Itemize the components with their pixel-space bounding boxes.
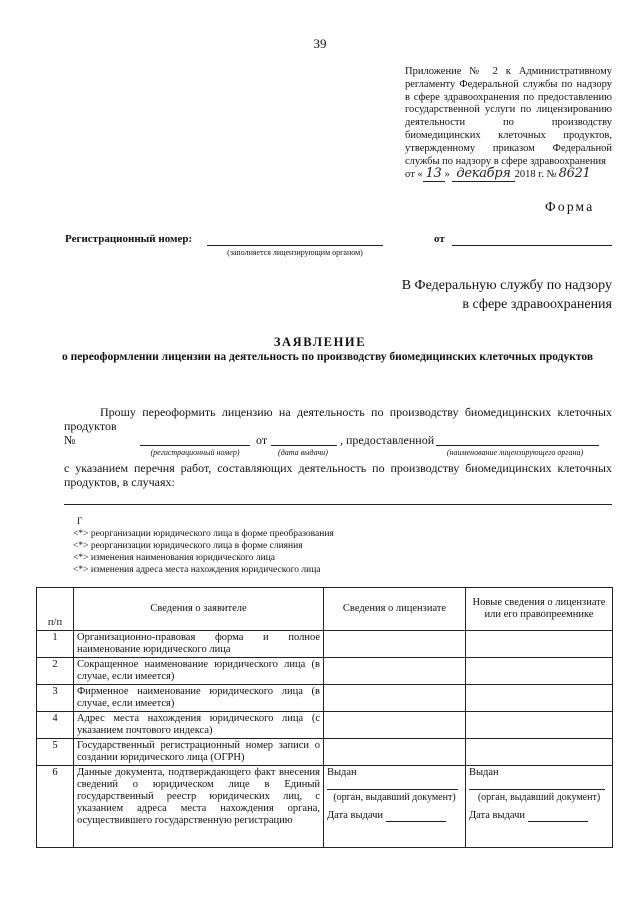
appendix-date-line bbox=[405, 168, 612, 182]
handwritten-day: 13 bbox=[423, 166, 445, 182]
applicant-info-table bbox=[36, 587, 613, 848]
issue-date-input[interactable] bbox=[528, 812, 588, 822]
divider-line bbox=[64, 504, 612, 505]
issuing-body-hint: (орган, выдавший документ) bbox=[333, 792, 456, 803]
handwritten-month: декабря bbox=[452, 166, 514, 182]
table-header-row bbox=[37, 588, 613, 631]
number-sign: № bbox=[64, 433, 76, 447]
registration-number-hint: (заполняется лицензирующим органом) bbox=[227, 248, 363, 257]
licensing-body-hint: (наименование лицензирующего органа) bbox=[446, 448, 584, 457]
date-year: 2018 г. № bbox=[514, 169, 557, 181]
new-info-cell[interactable] bbox=[466, 631, 613, 658]
table-row bbox=[37, 685, 613, 712]
new-info-cell[interactable] bbox=[466, 739, 613, 766]
appendix-block bbox=[405, 66, 612, 182]
from-label: от bbox=[256, 433, 268, 447]
options-list bbox=[73, 516, 334, 576]
row-number: 5 bbox=[37, 739, 74, 766]
appendix-text: Приложение № 2 к Административному регламенту Федеральной службы по надзору в сфере здравоохранения по предоставлению государственной услуги по лицензированию деятельности по производству биомедицинских клеточных продуктов, утвержденному приказом Федеральной службы по надзору в сфере здравоохранения bbox=[405, 66, 612, 167]
page-number: 39 bbox=[313, 36, 327, 51]
issue-date-row bbox=[327, 810, 462, 822]
row-description: Фирменное наименование юридического лица (в случае, если имеется) bbox=[74, 685, 324, 712]
row-number: 4 bbox=[37, 712, 74, 739]
table-row bbox=[37, 712, 613, 739]
issuing-body-hint: (орган, выдавший документ) bbox=[477, 792, 601, 803]
row-description: Государственный регистрационный номер записи о создании юридического лица (ОГРН) bbox=[74, 739, 324, 766]
granted-label: , предоставленной bbox=[340, 433, 435, 447]
cases-intro: с указанием перечня работ, составляющих деятельность по производству биомедицинских клеточных продуктов, в случаях: bbox=[64, 461, 612, 489]
issued-label: Выдан bbox=[327, 767, 357, 778]
new-info-cell[interactable] bbox=[466, 658, 613, 685]
row-number: 6 bbox=[37, 766, 74, 848]
row-description: Сокращенное наименование юридического лица (в случае, если имеется) bbox=[74, 658, 324, 685]
column-header-licensee: Сведения о лицензиате bbox=[324, 588, 466, 631]
issuing-body-field[interactable] bbox=[327, 779, 458, 790]
column-header-num: п/п bbox=[37, 588, 74, 631]
licensee-cell[interactable] bbox=[324, 631, 466, 658]
option-mark: Г bbox=[77, 517, 83, 527]
date-mid: » bbox=[444, 169, 450, 181]
option-item[interactable]: <*> изменения адреса места нахождения юридического лица bbox=[73, 565, 321, 575]
issue-date-input[interactable] bbox=[386, 812, 446, 822]
option-item[interactable]: <*> реорганизации юридического лица в форме слияния bbox=[73, 541, 303, 551]
table-row bbox=[37, 658, 613, 685]
new-info-cell[interactable] bbox=[466, 685, 613, 712]
row-description: Организационно-правовая форма и полное наименование юридического лица bbox=[74, 631, 324, 658]
registration-date-field[interactable] bbox=[452, 245, 612, 246]
issue-date-label: Дата выдачи bbox=[469, 810, 526, 821]
licensee-cell[interactable] bbox=[324, 685, 466, 712]
column-header-applicant: Сведения о заявителе bbox=[74, 588, 324, 631]
document-subtitle: о переоформлении лицензии на деятельность по производству биомедицинских клеточных продуктов bbox=[61, 351, 594, 363]
date-prefix: от « bbox=[405, 169, 423, 181]
licensee-cell[interactable] bbox=[324, 766, 466, 848]
row-description: Данные документа, подтверждающего факт внесения сведений о юридическом лице в Единый государственный реестр юридических лиц, с указанием адреса места нахождения органа, осуществившего государственную регистрацию bbox=[74, 766, 324, 848]
issue-date-label: Дата выдачи bbox=[327, 810, 384, 821]
request-text: Прошу переоформить лицензию на деятельность по производству биомедицинских клеточных продуктов bbox=[64, 405, 612, 433]
registration-date-label: от bbox=[434, 233, 445, 245]
issued-label: Выдан bbox=[469, 767, 499, 778]
row-number: 2 bbox=[37, 658, 74, 685]
addressee bbox=[340, 276, 612, 314]
document-title: ЗАЯВЛЕНИЕ bbox=[273, 335, 367, 349]
issue-date-row bbox=[469, 810, 609, 822]
row-description: Адрес места нахождения юридического лица (с указанием почтового индекса) bbox=[74, 712, 324, 739]
option-item[interactable]: <*> изменения наименования юридического лица bbox=[73, 553, 276, 563]
issuing-body-field[interactable] bbox=[469, 779, 605, 790]
registration-number-field[interactable] bbox=[207, 245, 383, 246]
licensee-cell[interactable] bbox=[324, 739, 466, 766]
new-info-cell[interactable] bbox=[466, 712, 613, 739]
table-row bbox=[37, 766, 613, 848]
licensing-body-field[interactable] bbox=[436, 433, 599, 446]
registration-number-label: Регистрационный номер: bbox=[65, 233, 193, 245]
licensee-cell[interactable] bbox=[324, 658, 466, 685]
handwritten-number: 8621 bbox=[558, 166, 591, 182]
column-header-new-info: Новые сведения о лицензиате или его правопреемнике bbox=[466, 588, 613, 631]
form-label: Форма bbox=[545, 199, 595, 214]
new-info-cell[interactable] bbox=[466, 766, 613, 848]
licensee-cell[interactable] bbox=[324, 712, 466, 739]
addressee-line-1: В Федеральную службу по надзору bbox=[401, 278, 612, 293]
table-row bbox=[37, 739, 613, 766]
license-number-field[interactable] bbox=[140, 433, 250, 446]
license-number-hint: (регистрационный номер) bbox=[150, 448, 240, 457]
row-number: 3 bbox=[37, 685, 74, 712]
issue-date-field[interactable] bbox=[271, 433, 337, 446]
option-item[interactable]: <*> реорганизации юридического лица в форме преобразования bbox=[73, 529, 334, 539]
issue-date-hint: (дата выдачи) bbox=[278, 448, 328, 457]
addressee-line-2: в сфере здравоохранения bbox=[462, 297, 612, 312]
row-number: 1 bbox=[37, 631, 74, 658]
table-row bbox=[37, 631, 613, 658]
